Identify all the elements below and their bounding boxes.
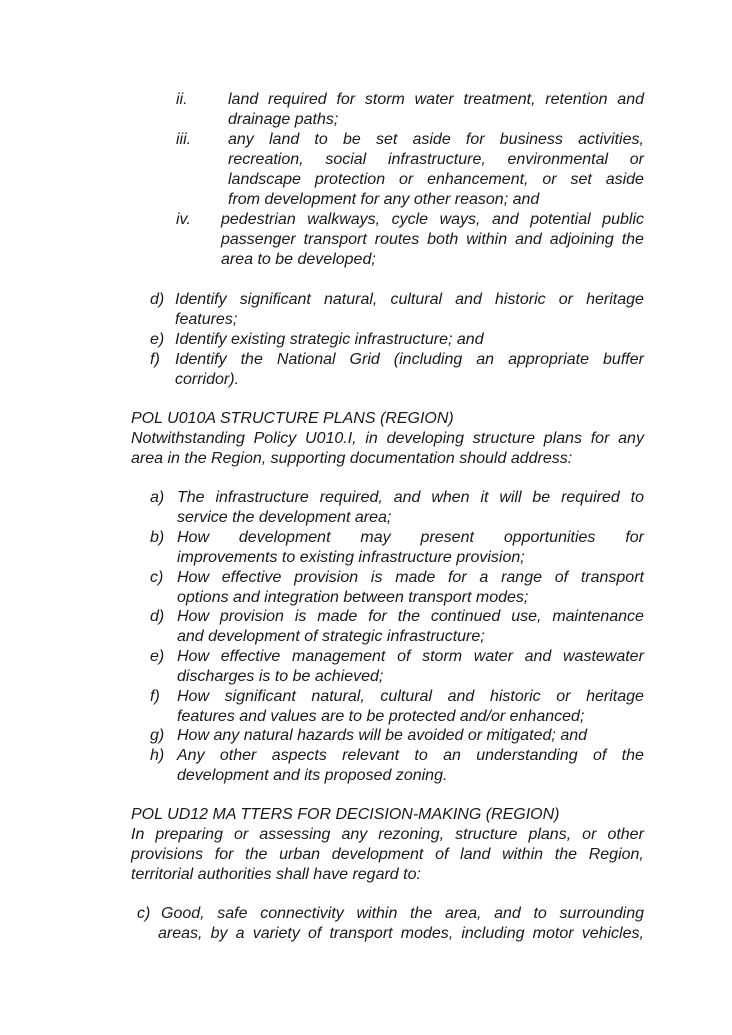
word: or xyxy=(542,171,557,188)
word: adjoining xyxy=(549,231,614,248)
word: or xyxy=(629,151,644,168)
list-text-line: features; xyxy=(175,311,238,328)
word: motor xyxy=(532,925,574,942)
word: activities, xyxy=(578,131,644,148)
word: developing xyxy=(386,430,464,447)
word: urban xyxy=(279,846,321,863)
list-text-line xyxy=(177,687,644,707)
word: How xyxy=(177,648,210,665)
list-marker: ii. xyxy=(176,91,188,108)
word: or xyxy=(556,688,571,705)
list-text-line: improvements to existing infrastructure provision; xyxy=(177,549,525,566)
word: is xyxy=(370,569,383,586)
word: development xyxy=(238,529,331,546)
word: cultural xyxy=(390,291,443,308)
paragraph-line xyxy=(131,429,644,449)
word: of xyxy=(554,569,569,586)
word: area, xyxy=(444,905,482,922)
list-text-line xyxy=(177,647,644,667)
word: effective xyxy=(221,569,282,586)
word: and xyxy=(393,489,421,506)
word: Identify xyxy=(175,351,227,368)
list-text-line: area to be developed; xyxy=(221,251,376,268)
word: public xyxy=(602,211,644,228)
word: and xyxy=(491,211,519,228)
word: to xyxy=(533,905,547,922)
word: of xyxy=(307,925,322,942)
word: (including xyxy=(393,351,463,368)
word: understanding xyxy=(476,747,578,764)
word: present xyxy=(420,529,474,546)
word: the xyxy=(554,846,577,863)
word: provision xyxy=(294,569,359,586)
word: aside xyxy=(605,171,644,188)
list-text-line xyxy=(177,488,644,508)
word: be xyxy=(532,489,551,506)
word: How xyxy=(177,608,210,625)
list-text-line: from development for any other reason; and xyxy=(228,191,540,208)
word: routes xyxy=(374,231,420,248)
word: recreation, xyxy=(228,151,304,168)
word: an xyxy=(443,747,461,764)
paragraph-line xyxy=(131,845,644,865)
word: structure xyxy=(472,430,535,447)
word: and xyxy=(455,291,482,308)
word: National xyxy=(276,351,336,368)
word: to xyxy=(414,747,428,764)
list-text-line: and development of strategic infrastructure; xyxy=(177,628,485,645)
list-marker: c) xyxy=(150,569,164,586)
word: a xyxy=(479,569,489,586)
word: Region, xyxy=(588,846,644,863)
word: enhancement, xyxy=(427,171,529,188)
word: provision xyxy=(219,608,284,625)
word: storm xyxy=(422,648,463,665)
word: U010.I, xyxy=(305,430,357,447)
word: for xyxy=(465,131,485,148)
word: the xyxy=(621,231,644,248)
list-text-line xyxy=(177,607,644,627)
word: an xyxy=(476,351,495,368)
word: for xyxy=(447,569,467,586)
word: safe xyxy=(217,905,248,922)
word: environmental xyxy=(507,151,609,168)
word: land xyxy=(268,131,300,148)
list-text-line: discharges is to be achieved; xyxy=(177,668,384,685)
list-text-line xyxy=(228,150,644,170)
word: retention xyxy=(545,91,608,108)
word: any xyxy=(228,131,254,148)
word: potential xyxy=(530,211,591,228)
list-text-line xyxy=(177,528,644,548)
paragraph-line: territorial authorities shall have regard to: xyxy=(131,866,421,883)
word: wastewater xyxy=(562,648,644,665)
word: set xyxy=(570,171,592,188)
word: How xyxy=(177,688,210,705)
word: be xyxy=(342,131,361,148)
list-text-line xyxy=(177,746,644,766)
word: infrastructure, xyxy=(387,151,486,168)
word: buffer xyxy=(603,351,644,368)
word: aside xyxy=(412,131,451,148)
word: and xyxy=(617,91,644,108)
list-marker: d) xyxy=(150,291,165,308)
word: heritage xyxy=(586,688,644,705)
list-marker: a) xyxy=(150,489,165,506)
list-text-line: development and its proposed zoning. xyxy=(177,767,448,784)
word: other xyxy=(219,747,257,764)
word: pedestrian xyxy=(221,211,296,228)
word: required, xyxy=(319,489,383,506)
list-text-line xyxy=(228,170,644,190)
section-heading: POL U010A STRUCTURE PLANS (REGION) xyxy=(131,410,454,427)
word: significant xyxy=(224,688,296,705)
word: transport xyxy=(580,569,644,586)
word: land xyxy=(460,846,491,863)
word: the xyxy=(397,608,421,625)
word: for xyxy=(368,608,387,625)
word: walkways, xyxy=(307,211,381,228)
list-marker: e) xyxy=(150,648,165,665)
word: within xyxy=(356,905,398,922)
word: required xyxy=(268,91,327,108)
list-text-line: features and values are to be protected and/or enhanced; xyxy=(177,708,585,725)
word: modes, xyxy=(400,925,454,942)
list-text-line: drainage paths; xyxy=(228,111,339,128)
paragraph-line: area in the Region, supporting documentation should address: xyxy=(131,450,573,467)
word: the xyxy=(410,905,433,922)
word: plans, xyxy=(528,826,572,843)
list-marker: d) xyxy=(150,608,165,625)
list-marker: iv. xyxy=(176,211,191,228)
word: The xyxy=(177,489,205,506)
word: areas, xyxy=(158,925,203,942)
word: it xyxy=(480,489,489,506)
word: social xyxy=(325,151,367,168)
word: variety xyxy=(252,925,300,942)
word: and xyxy=(515,231,542,248)
word: transport xyxy=(303,231,367,248)
word: of xyxy=(435,846,449,863)
word: by xyxy=(210,925,228,942)
word: heritage xyxy=(586,291,644,308)
word: any xyxy=(341,826,368,843)
word: any xyxy=(618,430,644,447)
word: for xyxy=(214,846,234,863)
list-marker: f) xyxy=(150,688,160,705)
word: How xyxy=(177,569,210,586)
word: infrastructure xyxy=(215,489,309,506)
word: the xyxy=(245,846,268,863)
word: Any xyxy=(177,747,205,764)
word: a xyxy=(235,925,245,942)
word: for xyxy=(336,91,356,108)
word: provisions xyxy=(131,846,204,863)
list-text-line: How any natural hazards will be avoided or mitigated; and xyxy=(177,727,588,744)
word: development xyxy=(331,846,424,863)
section-heading: POL UD12 MA TTERS FOR DECISION-MAKING (REGION) xyxy=(131,806,560,823)
list-text-line: corridor). xyxy=(175,371,240,388)
word: land xyxy=(228,91,259,108)
word: required xyxy=(561,489,620,506)
list-text-line: Identify existing strategic infrastructure; and xyxy=(175,331,484,348)
word: vehicles, xyxy=(581,925,644,942)
word: continued xyxy=(430,608,501,625)
word: connectivity xyxy=(260,905,344,922)
word: landscape xyxy=(228,171,301,188)
word: of xyxy=(397,648,411,665)
word: management xyxy=(291,648,386,665)
word: natural, xyxy=(311,688,365,705)
word: and xyxy=(494,905,521,922)
word: other xyxy=(607,826,644,843)
word: or xyxy=(582,826,597,843)
paragraph-line xyxy=(131,825,644,845)
word: business xyxy=(499,131,563,148)
list-marker: f) xyxy=(150,351,160,368)
word: Notwithstanding xyxy=(131,430,245,447)
list-marker: b) xyxy=(150,529,165,546)
word: appropriate xyxy=(508,351,590,368)
word: in xyxy=(365,430,378,447)
word: to xyxy=(630,489,644,506)
word: for xyxy=(590,430,610,447)
list-text-line xyxy=(221,230,644,250)
word: will xyxy=(499,489,522,506)
word: rezoning, xyxy=(378,826,445,843)
word: and xyxy=(524,648,552,665)
word: when xyxy=(431,489,470,506)
list-text-line xyxy=(228,90,644,110)
word: within xyxy=(502,846,544,863)
word: Policy xyxy=(253,430,297,447)
word: In xyxy=(131,826,145,843)
list-text-line: options and integration between transport modes; xyxy=(177,589,529,606)
list-text-line xyxy=(228,130,644,150)
word: may xyxy=(360,529,391,546)
word: cycle xyxy=(391,211,429,228)
word: relevant xyxy=(342,747,400,764)
word: the xyxy=(621,747,644,764)
word: including xyxy=(461,925,525,942)
word: Identify xyxy=(175,291,227,308)
list-text-line xyxy=(221,210,644,230)
list-text-line: service the development area; xyxy=(177,509,392,526)
word: for xyxy=(625,529,644,546)
word: passenger xyxy=(221,231,296,248)
word: use, xyxy=(511,608,542,625)
list-text-line xyxy=(158,924,644,944)
word: significant xyxy=(239,291,311,308)
word: made xyxy=(317,608,358,625)
word: and xyxy=(447,688,475,705)
word: Good, xyxy=(161,905,205,922)
list-text-line xyxy=(177,568,644,588)
word: to xyxy=(314,131,328,148)
word: is xyxy=(294,608,307,625)
list-marker: iii. xyxy=(176,131,192,148)
word: opportunities xyxy=(503,529,596,546)
word: ways, xyxy=(439,211,481,228)
word: of xyxy=(592,747,607,764)
word: structure xyxy=(455,826,518,843)
word: assessing xyxy=(259,826,331,843)
word: water xyxy=(414,91,454,108)
word: cultural xyxy=(380,688,432,705)
word: maintenance xyxy=(552,608,644,625)
list-marker: g) xyxy=(150,727,165,744)
word: treatment, xyxy=(463,91,536,108)
word: How xyxy=(177,529,210,546)
word: storm xyxy=(364,91,405,108)
word: preparing xyxy=(155,826,223,843)
list-marker: c) xyxy=(137,905,151,922)
word: within xyxy=(466,231,508,248)
list-text-line xyxy=(161,904,644,924)
word: or xyxy=(558,291,573,308)
word: surrounding xyxy=(559,905,644,922)
word: historic xyxy=(494,291,546,308)
list-marker: e) xyxy=(150,331,165,348)
word: both xyxy=(427,231,459,248)
word: plans xyxy=(543,430,582,447)
word: water xyxy=(473,648,513,665)
word: or xyxy=(234,826,249,843)
list-text-line xyxy=(175,350,644,370)
word: natural, xyxy=(323,291,378,308)
word: protection xyxy=(314,171,386,188)
word: made xyxy=(395,569,436,586)
word: aspects xyxy=(271,747,327,764)
word: or xyxy=(398,171,414,188)
word: the xyxy=(240,351,263,368)
word: set xyxy=(375,131,398,148)
word: range xyxy=(501,569,542,586)
word: transport xyxy=(329,925,393,942)
word: Grid xyxy=(349,351,380,368)
word: effective xyxy=(220,648,281,665)
list-marker: h) xyxy=(150,747,165,764)
list-text-line xyxy=(175,290,644,310)
word: historic xyxy=(489,688,541,705)
